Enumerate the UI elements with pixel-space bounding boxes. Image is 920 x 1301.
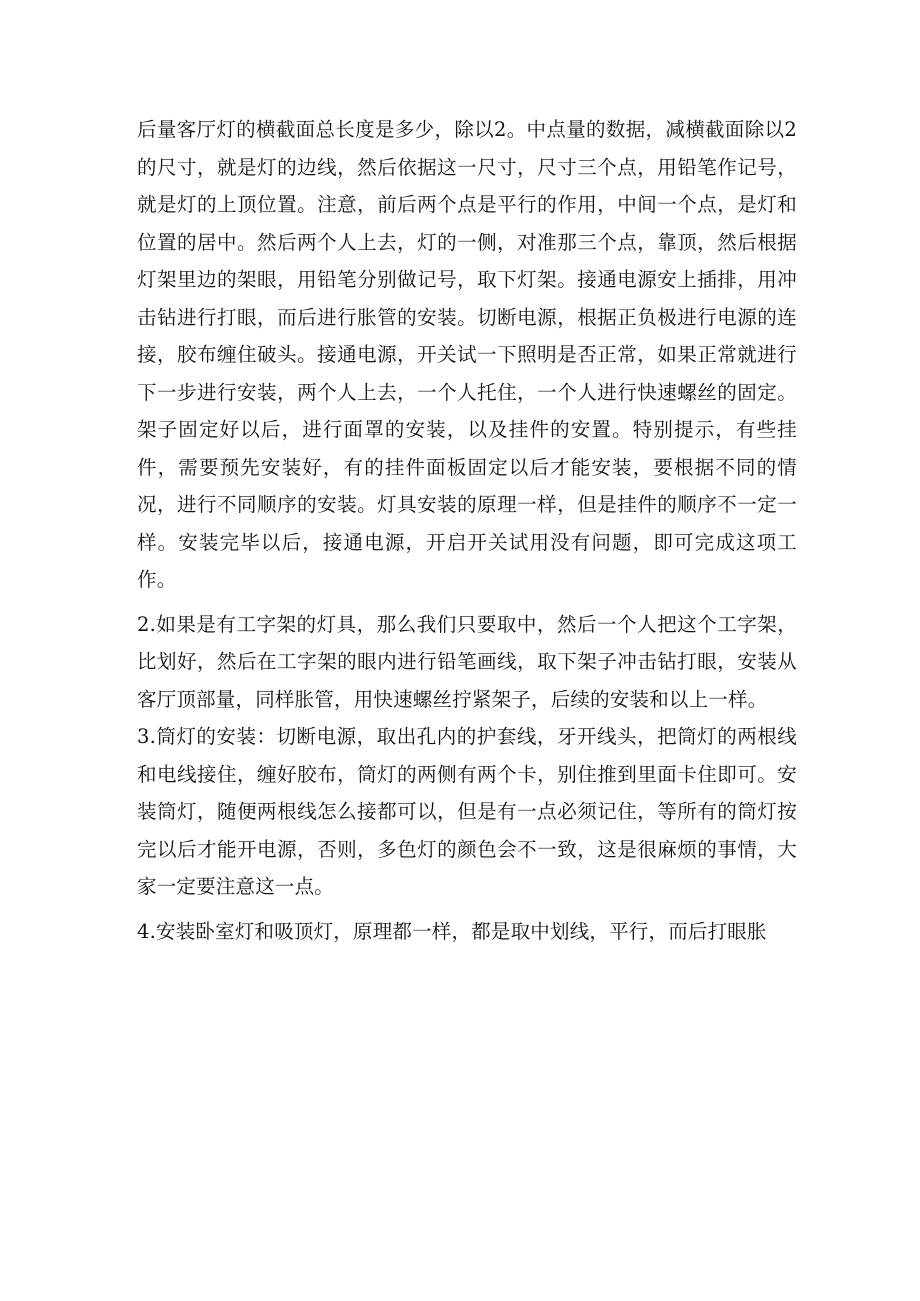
paragraph-i-frame-lamp: 2.如果是有工字架的灯具，那么我们只要取中，然后一个人把这个工字架，比划好，然后在工字架的眼内进行铅笔画线，取下架子冲击钻打眼，安装从客厅顶部量，同样胀管，用快速螺丝拧紧架子，后续的安装和以上一样。 [137,612,797,711]
document-body [137,111,797,950]
paragraph-ceiling-lamp-installation: 后量客厅灯的横截面总长度是多少，除以2。中点量的数据，减横截面除以2的尺寸，就是灯的边线，然后依据这一尺寸，尺寸三个点，用铅笔作记号，就是灯的上顶位置。注意，前后两个点是平行的作用，中间一个点，是灯和位置的居中。然后两个人上去，灯的一侧，对准那三个点，靠顶，然后根据灯架里边的架眼，用铅笔分别做记号，取下灯架。接通电源安上插排，用冲击钻进行打眼，而后进行胀管的安装。切断电源，根据正负极进行电源的连接，胶布缠住破头。接通电源，开关试一下照明是否正常，如果正常就进行下一步进行安装，两个人上去，一个人托住，一个人进行快速螺丝的固定。架子固定好以后，进行面罩的安装，以及挂件的安置。特别提示，有些挂件，需要预先安装好，有的挂件面板固定以后才能安装，要根据不同的情况，进行不同顺序的安装。灯具安装的原理一样，但是挂件的顺序不一定一样。安装完毕以后，接通电源，开启开关试用没有问题，即可完成这项工作。 [137,118,797,591]
paragraph-downlight-installation: 3.筒灯的安装：切断电源，取出孔内的护套线，牙开线头，把筒灯的两根线和电线接住，缠好胶布，筒灯的两侧有两个卡，别住推到里面卡住即可。安装筒灯，随便两根线怎么接都可以，但是有一点必须记住，等所有的筒灯按完以后才能开电源，否则，多色灯的颜色会不一致，这是很麻烦的事情，大家一定要注意这一点。 [137,725,797,898]
paragraph-bedroom-lamp: 4.安装卧室灯和吸顶灯，原理都一样，都是取中划线，平行，而后打眼胀 [137,919,767,943]
